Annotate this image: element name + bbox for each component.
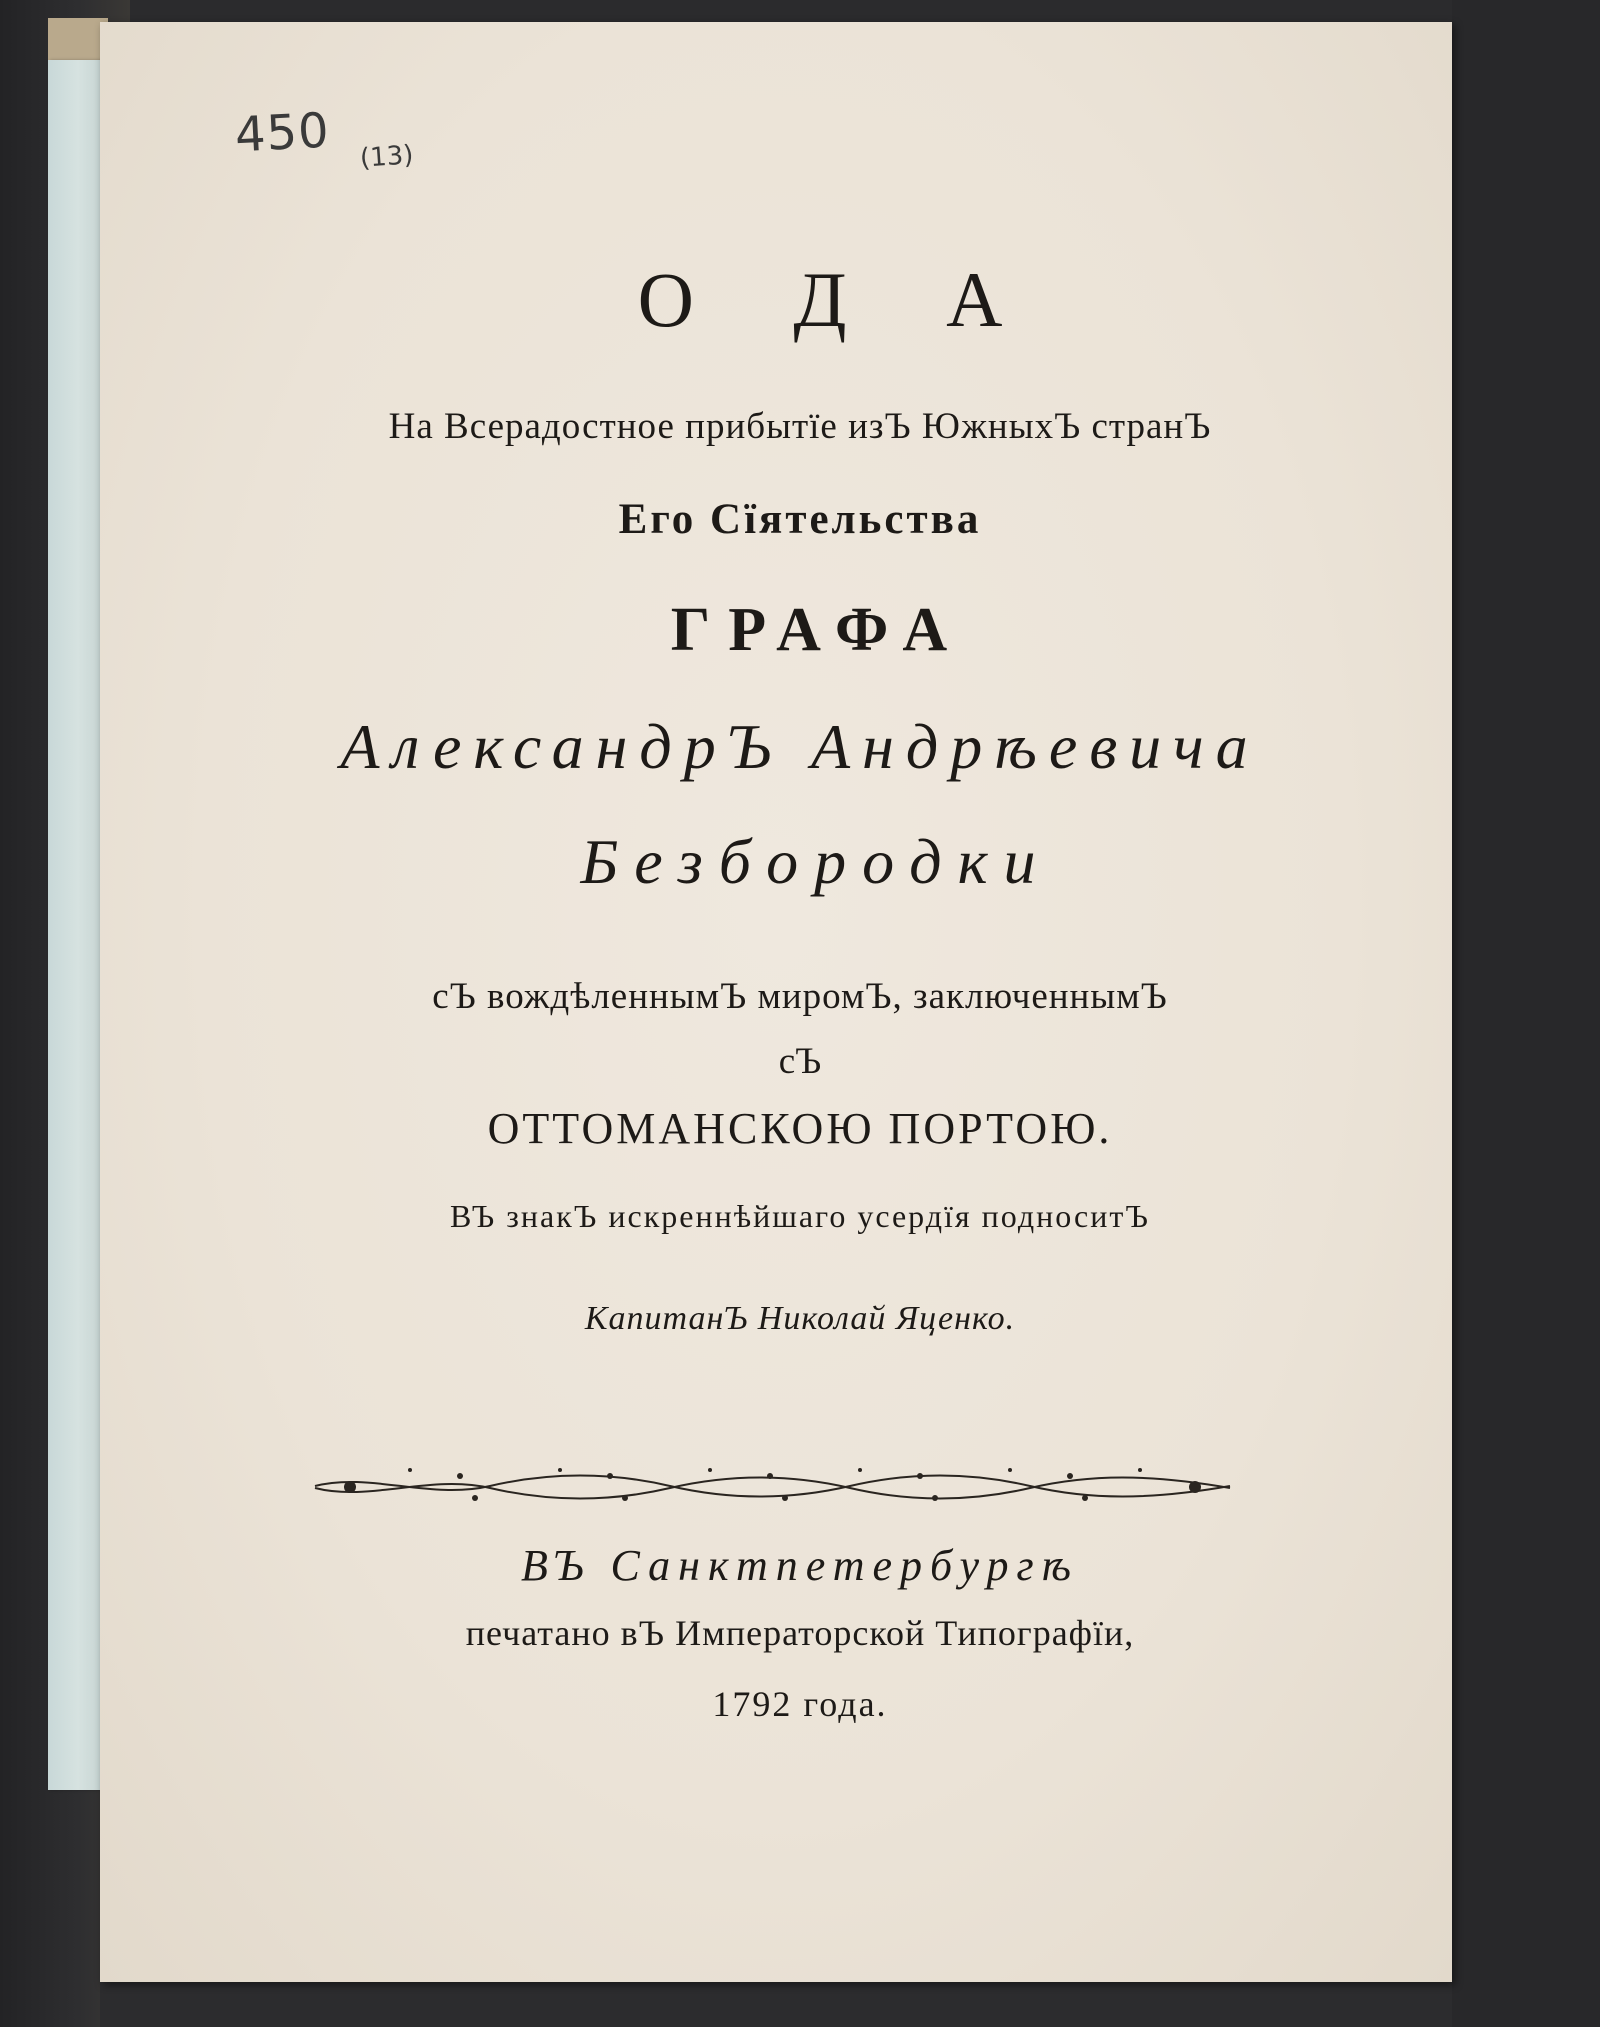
author-line: КапитанЪ Николай Яценко. [584,1300,1016,1337]
presentation-line: ВЪ знакЪ искреннѣйшаго усердїя подноситЪ [450,1198,1150,1234]
dedication-title-rank: ГРАФА [670,596,966,664]
book-title: О Д А [637,256,1043,343]
handwritten-shelfmark: 450 [233,102,332,164]
imprint-printer: печатано вЪ Императорской Типографїи, [465,1613,1135,1653]
handwritten-subnumber: (13) [359,140,415,174]
dedicatee-surname: Безбородки [580,826,1052,897]
occasion-line-1: сЪ вождѣленнымЪ миромЪ, заключеннымЪ [432,976,1168,1017]
dedicatee-name: АлександрЪ Андрѣевича [340,711,1260,782]
background-bottom [100,1982,1452,2027]
dedication-line-1: На Всерадостное прибытїе изЪ ЮжныхЪ странЪ [388,406,1212,447]
dedication-line-2: Его Сїятельства [618,496,982,543]
imprint-year: 1792 года. [712,1684,888,1724]
floral-ornament-rule [310,1458,1235,1514]
occasion-line-3: ОТТОМАНСКОЮ ПОРТОЮ. [487,1104,1113,1153]
occasion-line-2: сЪ [778,1041,822,1082]
imprint-place: ВЪ Санктпетербургѣ [520,1541,1080,1590]
binding-edge [48,18,108,66]
